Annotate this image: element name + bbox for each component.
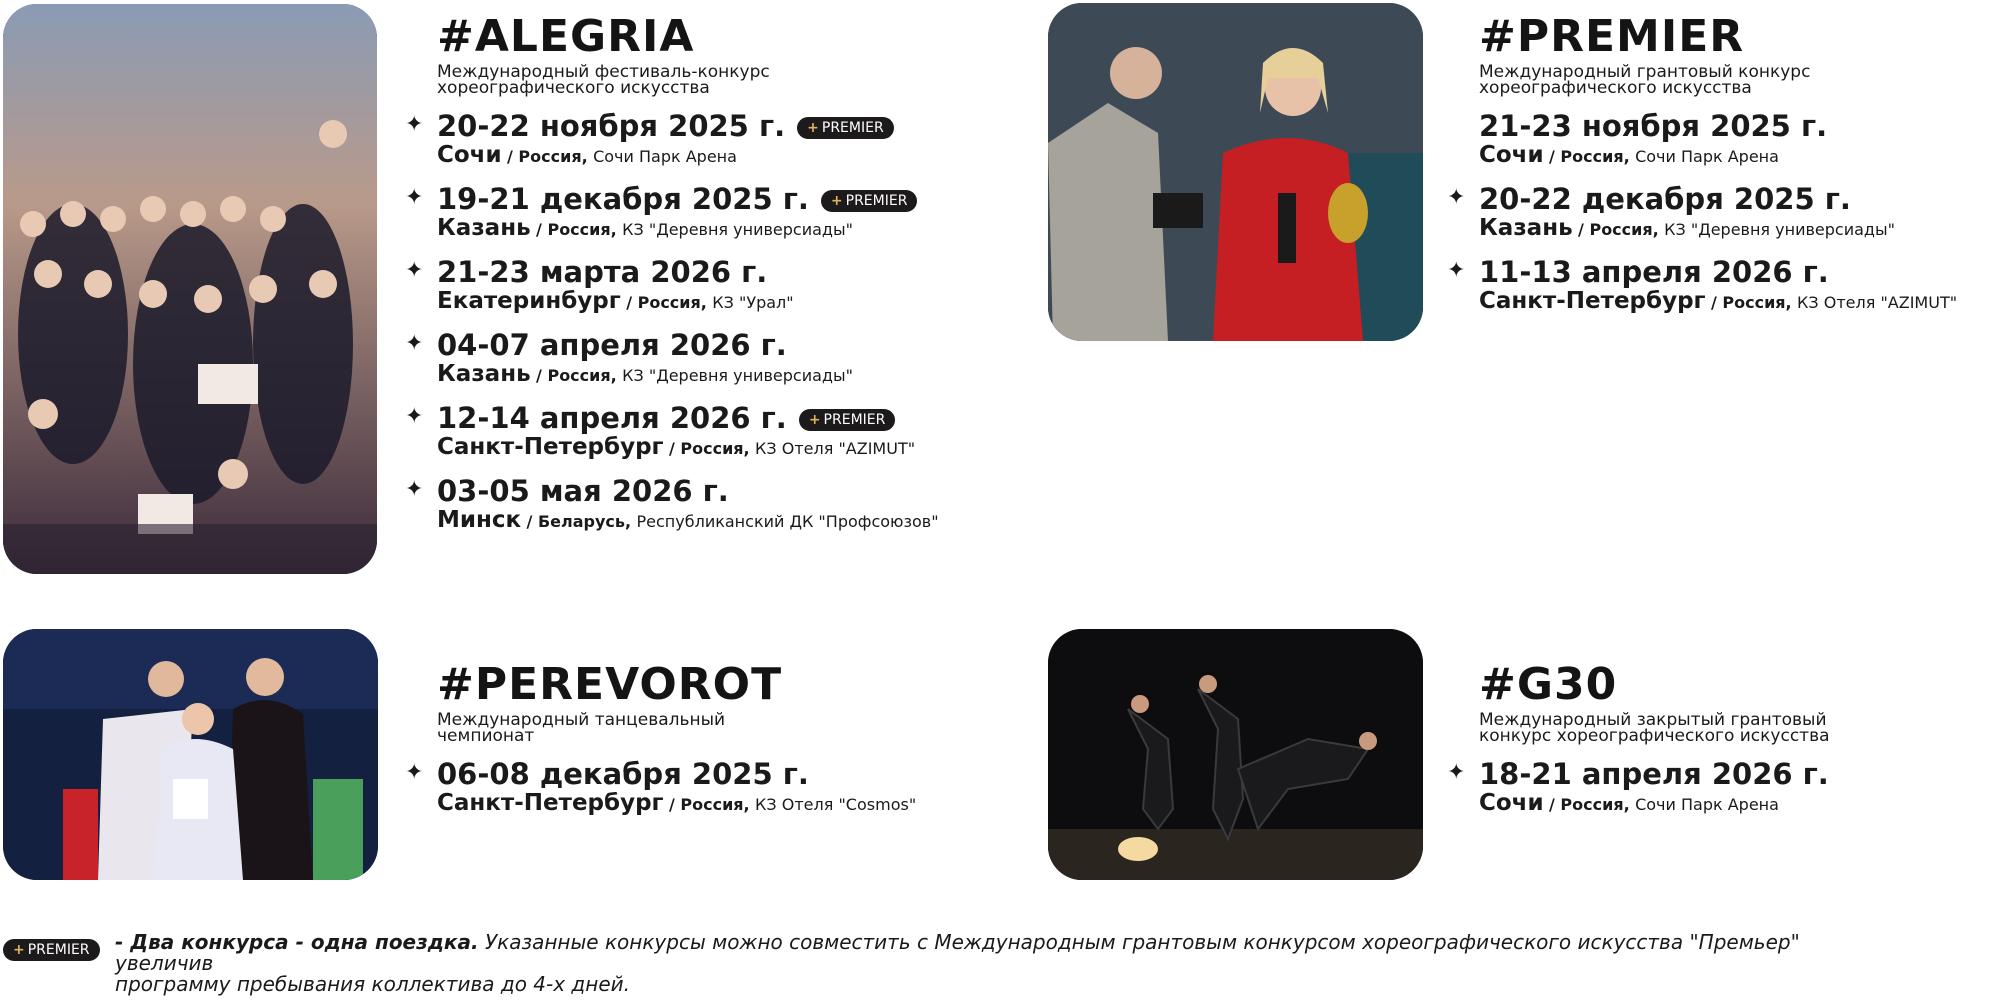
premier-badge [821,190,918,212]
star-icon: ✦ [405,258,424,283]
perevorot-block [405,659,997,817]
event-item [405,329,997,388]
plus-icon: + [13,942,25,958]
g30-block [1447,659,1979,817]
star-icon: ✦ [1447,258,1466,283]
event-item [1447,110,1979,169]
premier-subtitle-line-1: Международный грантовый конкурс [1479,62,1811,82]
event-venue: КЗ "Деревня универсиады" [1664,220,1895,239]
event-country: / Россия, [507,147,588,166]
event-country: / Россия, [536,366,617,385]
event-item [405,256,997,315]
event-item [405,402,997,461]
event-city: Сочи [437,142,502,168]
event-country: / Россия, [1578,220,1659,239]
perevorot-subtitle-line-2: чемпионат [437,726,535,746]
event-venue: КЗ Отеля "AZIMUT" [1797,293,1958,312]
event-date: 12-14 апреля 2026 г. [437,401,787,435]
event-venue: КЗ "Деревня универсиады" [622,366,853,385]
premier-block [1447,11,1979,315]
g30-subtitle-line-1: Международный закрытый грантовый [1479,710,1827,730]
plus-icon: + [808,411,821,428]
premier-badge-label: PREMIER [845,192,908,209]
event-date: 04-07 апреля 2026 г. [437,328,787,362]
event-venue: КЗ Отеля "Cosmos" [755,795,917,814]
event-date: 03-05 мая 2026 г. [437,474,729,508]
star-icon: ✦ [405,185,424,210]
alegria-title: #ALEGRIA [437,11,695,62]
alegria-block [405,11,997,534]
event-date: 19-21 декабря 2025 г. [437,182,809,216]
event-item [1447,256,1979,315]
event-venue: Сочи Парк Арена [1635,795,1779,814]
premier-badge-label: PREMIER [27,942,90,958]
event-country: / Россия, [1549,147,1630,166]
g30-title: #G30 [1479,659,1618,710]
plus-icon: + [830,192,843,209]
event-country: / Россия, [1549,795,1630,814]
premier-badge [3,939,100,961]
event-city: Санкт-Петербург [437,790,664,816]
event-country: / Россия, [536,220,617,239]
alegria-subtitle-line-2: хореографического искусства [437,78,710,98]
event-item [405,183,997,242]
event-venue: Республиканский ДК "Профсоюзов" [636,512,939,531]
event-venue: КЗ "Деревня универсиады" [622,220,853,239]
event-country: / Беларусь, [526,512,632,531]
g30-subtitle-line-2: конкурс хореографического искусства [1479,726,1830,746]
event-item [1447,758,1979,817]
event-city: Казань [1479,215,1573,241]
star-icon: ✦ [405,331,424,356]
event-item [405,758,997,817]
alegria-photo [3,4,377,574]
event-city: Сочи [1479,142,1544,168]
event-venue: КЗ "Урал" [712,293,794,312]
premier-badge-label: PREMIER [821,119,884,136]
event-date: 18-21 апреля 2026 г. [1479,757,1829,791]
event-country: / Россия, [668,439,750,458]
event-city: Санкт-Петербург [437,434,664,460]
perevorot-subtitle-line-1: Международный танцевальный [437,710,726,730]
event-country: / Россия, [626,293,707,312]
premier-badge [797,117,894,139]
event-city: Санкт-Петербург [1479,288,1706,314]
event-venue: Сочи Парк Арена [593,147,737,166]
star-icon: ✦ [1447,760,1466,785]
event-venue: КЗ Отеля "AZIMUT" [755,439,916,458]
event-date: 20-22 ноября 2025 г. [437,109,786,143]
event-city: Минск [437,507,522,533]
star-icon: ✦ [405,404,424,429]
perevorot-photo [3,629,378,880]
premier-photo [1048,3,1423,341]
event-date: 06-08 декабря 2025 г. [437,757,809,791]
event-item [405,475,997,534]
event-date: 21-23 марта 2026 г. [437,255,768,289]
star-icon: ✦ [405,760,424,785]
star-icon: ✦ [1447,185,1466,210]
event-item [405,110,997,169]
footer-text [115,932,1875,995]
alegria-subtitle-line-1: Международный фестиваль-конкурс [437,62,770,82]
premier-badge [799,409,896,431]
event-date: 20-22 декабря 2025 г. [1479,182,1851,216]
premier-subtitle-line-2: хореографического искусства [1479,78,1752,98]
perevorot-title: #PEREVOROT [437,659,783,710]
plus-icon: + [807,119,819,136]
event-date: 11-13 апреля 2026 г. [1479,255,1829,289]
premier-title: #PREMIER [1479,11,1745,62]
event-city: Казань [437,361,531,387]
g30-photo [1048,629,1423,880]
footer-body-2: программу пребывания коллектива до 4-х дней. [115,972,630,996]
event-city: Екатеринбург [437,288,621,314]
event-date: 21-23 ноября 2025 г. [1479,109,1828,143]
event-country: / Россия, [1710,293,1792,312]
event-city: Сочи [1479,790,1544,816]
star-icon: ✦ [405,477,424,502]
footer-lead: - Два конкурса - одна поездка. [115,930,479,954]
footer-body: Указанные конкурсы можно совместить с Международным грантовым конкурсом хореографического искусства "Премьер" увеличив [115,930,1800,975]
event-city: Казань [437,215,531,241]
event-country: / Россия, [668,795,750,814]
event-venue: Сочи Парк Арена [1635,147,1779,166]
event-item [1447,183,1979,242]
premier-badge-label: PREMIER [823,411,886,428]
star-icon: ✦ [405,112,424,137]
